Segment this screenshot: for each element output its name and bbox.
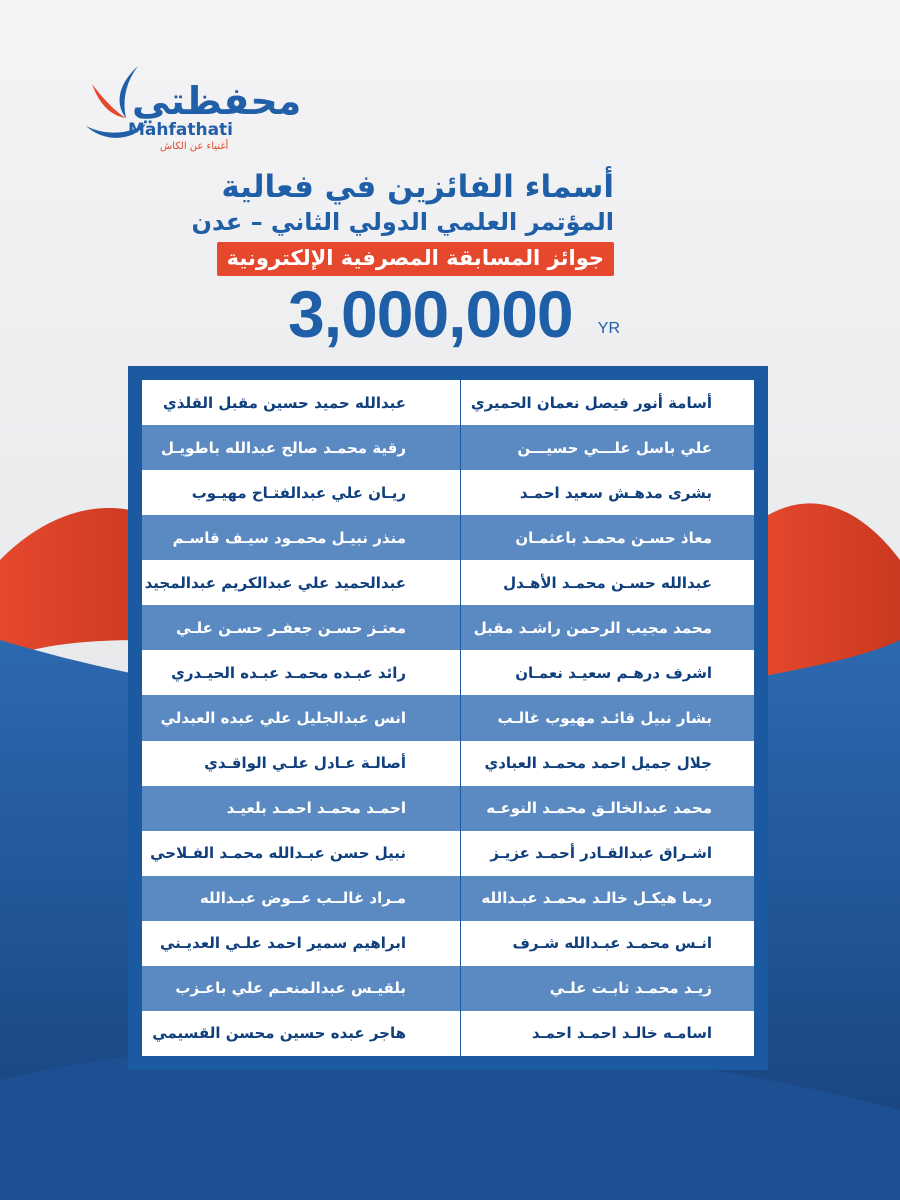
table-row [142, 515, 754, 560]
logo-tagline: أغنياء عن الكاش [160, 141, 229, 152]
winner-name-left: معتـز حسـن جعفـر حسـن علـي [176, 618, 406, 637]
logo-brand-arabic: محفظتي [132, 79, 302, 123]
winner-name-right: معاذ حسـن محمـد باعثمـان [515, 528, 712, 547]
winner-name-left: هاجر عبده حسين محسن القسيمي [152, 1024, 406, 1043]
event-subtitle: المؤتمر العلمي الدولي الثاني – عدن [191, 208, 614, 236]
winner-name-right: محمد عبدالخالـق محمـد النوعـه [486, 799, 712, 818]
table-row [142, 966, 754, 1011]
winner-name-left: منذر نبيـل محمـود سيـف قاسـم [172, 528, 406, 547]
logo-brand-english: Mahfathati [128, 120, 234, 140]
column-divider [460, 380, 461, 1056]
prize-amount [288, 278, 620, 350]
winner-name-right: بشرى مدهـش سعيد احمـد [519, 483, 712, 502]
table-row [142, 921, 754, 966]
table-row [142, 876, 754, 921]
table-row [142, 425, 754, 470]
prize-currency: YR [597, 320, 620, 337]
mahfathati-logo [86, 60, 302, 160]
table-row [142, 650, 754, 695]
winner-name-left: عبدالله حميد حسين مقبل القلذي [163, 393, 406, 412]
winner-name-left: رقية محمـد صالح عبدالله باطويـل [160, 438, 406, 457]
table-row [142, 695, 754, 740]
table-row [142, 741, 754, 786]
winners-table [142, 380, 754, 1056]
winner-name-left: أصالـة عـادل علـي الواقـدي [204, 754, 406, 773]
winners-table-frame [128, 366, 768, 1070]
winner-name-right: ريما هيكـل خالـد محمـد عبـدالله [481, 889, 712, 908]
winner-name-right: اشـراق عبدالقـادر أحمـد عزيـز [490, 844, 712, 863]
prize-amount-value: 3,000,000 [288, 277, 573, 351]
winner-name-right: انـس محمـد عبـدالله شـرف [512, 934, 712, 953]
winner-name-left: عبدالحميد علي عبدالكريم عبدالمجيد [144, 573, 406, 592]
winner-name-right: أسامة أنور فيصل نعمان الحميري [470, 393, 712, 412]
table-row [142, 831, 754, 876]
winner-name-right: زيـد محمـد ثابـت علـي [549, 979, 712, 998]
winner-name-left: مـراد غالــب عــوض عبـدالله [199, 889, 406, 908]
winner-name-left: ريـان علي عبدالفتـاح مهيـوب [191, 483, 406, 502]
winner-name-right: اسامـه خالـد احمـد احمـد [531, 1024, 712, 1043]
table-row [142, 560, 754, 605]
winner-name-left: رائد عبـده محمـد عبـده الحيـدري [171, 663, 406, 682]
table-row [142, 380, 754, 425]
winner-name-left: انس عبدالجليل علي عبده العبدلي [160, 708, 406, 727]
winner-name-left: نبيل حسن عبـدالله محمـد الفـلاحي [150, 844, 406, 863]
table-row [142, 786, 754, 831]
winner-name-left: احمـد محمـد احمـد بلعيـد [226, 799, 406, 818]
winner-name-right: علي باسل علـــي حسيـــن [517, 438, 712, 457]
winner-name-right: اشرف درهـم سعيـد نعمـان [515, 663, 712, 682]
table-row [142, 605, 754, 650]
header-titles [191, 168, 614, 276]
winner-name-right: جلال جميل احمد محمـد العبادي [484, 754, 712, 773]
winner-name-right: محمد مجيب الرحمن راشـد مقبل [473, 618, 712, 637]
table-row [142, 470, 754, 515]
table-row [142, 1011, 754, 1056]
winner-name-right: عبدالله حسـن محمـد الأهـدل [503, 573, 712, 592]
winner-name-right: بشار نبيل قائـد مهيوب غالـب [497, 708, 712, 727]
page-title: أسماء الفائزين في فعالية [221, 169, 614, 205]
winner-name-left: ابراهيم سمير احمد علـي العديـني [160, 934, 406, 953]
prize-badge: جوائز المسابقة المصرفية الإلكترونية [217, 242, 614, 276]
winner-name-left: بلقيـس عبدالمنعـم علي باعـزب [175, 979, 406, 998]
